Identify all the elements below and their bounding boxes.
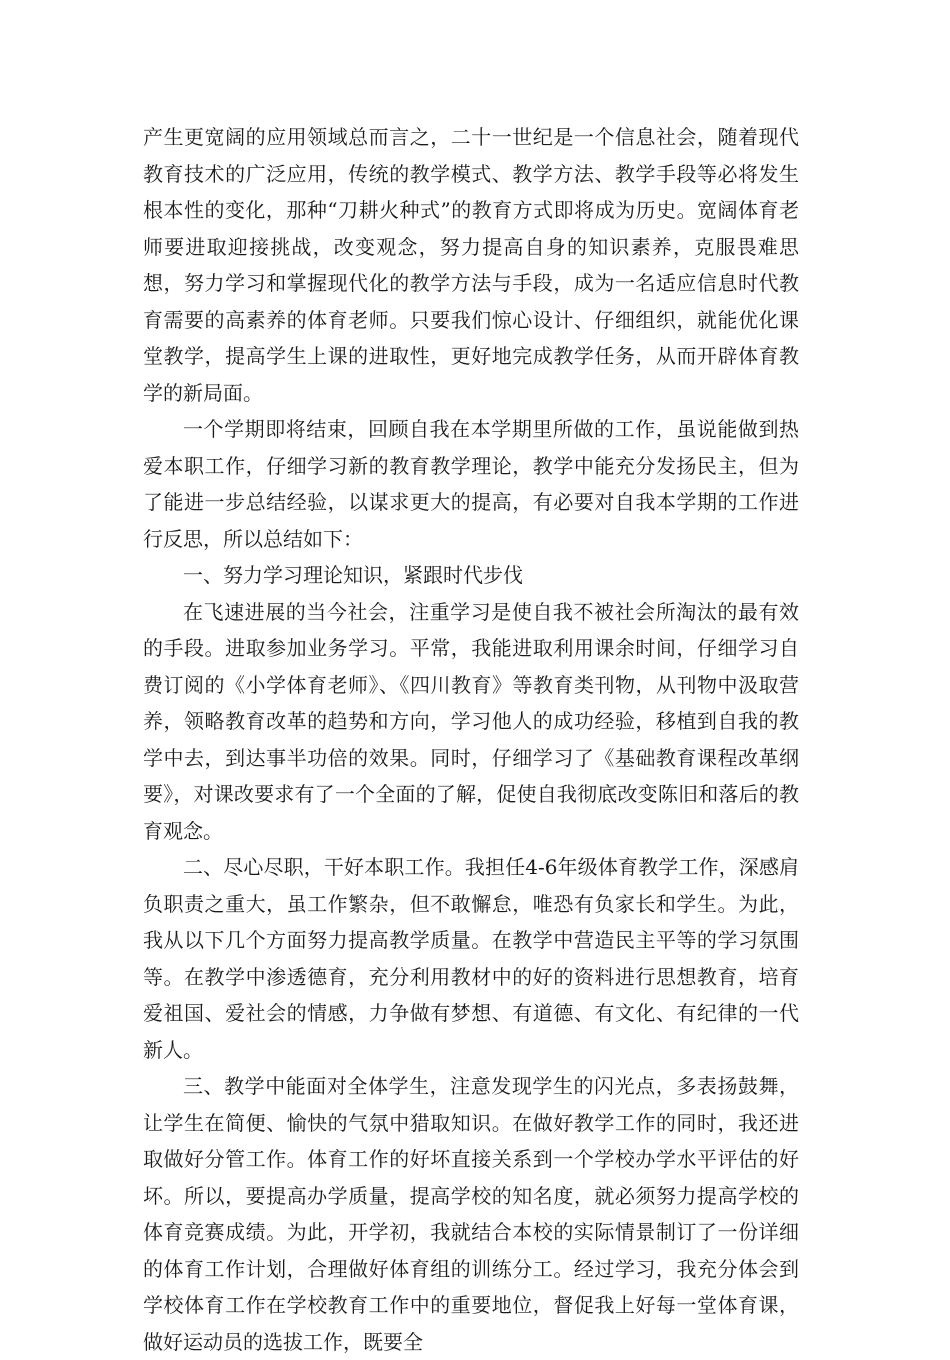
paragraph-all-students: 三、教学中能面对全体学生，注意发现学生的闪光点，多表扬鼓舞，让学生在简便、愉快的气氛中猎取知识。在做好教学工作的同时，我还进取做好分管工作。体育工作的好坏直接关系到一个学校办学水平评估的好坏。所以，要提高办学质量，提高学校的知名度，就必须努力提高学校的体育竞赛成绩。为此，开学初，我就结合本校的实际情景制订了一份详细的体育工作计划，合理做好体育组的训练分工。经过学习，我充分体会到学校体育工作在学校教育工作中的重要地位，督促我上好每一堂体育课，做好运动员的选拔工作，既要全 [143, 1074, 799, 1354]
paragraph-theory-study: 在飞速进展的当今社会，注重学习是使自我不被社会所淘汰的最有效的手段。进取参加业务学习。平常，我能进取利用课余时间，仔细学习自费订阅的《小学体育老师》、《四川教育》等教育类刊物，从刊物中汲取营养，领略教育改革的趋势和方向，学习他人的成功经验，移植到自我的教学中去，到达事半功倍的效果。同时，仔细学习了《基础教育课程改革纲要》，对课改要求有了一个全面的了解，促使自我彻底改变陈旧和落后的教育观念。 [143, 599, 799, 843]
paragraph-semester-review: 一个学期即将结束，回顾自我在本学期里所做的工作，虽说能做到热爱本职工作，仔细学习新的教育教学理论，教学中能充分发扬民主，但为了能进一步总结经验，以谋求更大的提高，有必要对自我本学期的工作进行反思，所以总结如下： [143, 417, 799, 551]
paragraph-intro-continuation: 产生更宽阔的应用领域总而言之，二十一世纪是一个信息社会，随着现代教育技术的广泛应用，传统的教学模式、教学方法、教学手段等必将发生根本性的变化，那种“刀耕火种式”的教育方式即将成为历史。宽阔体育老师要进取迎接挑战，改变观念，努力提高自身的知识素养，克服畏难思想，努力学习和掌握现代化的教学方法与手段，成为一名适应信息时代教育需要的高素养的体育老师。只要我们惊心设计、仔细组织，就能优化课堂教学，提高学生上课的进取性，更好地完成教学任务，从而开辟体育教学的新局面。 [143, 125, 799, 405]
document-body [143, 119, 799, 1360]
section-heading-theory-study: 一、努力学习理论知识，紧跟时代步伐 [183, 563, 523, 587]
paragraph-duty-work: 二、尽心尽职，干好本职工作。我担任4-6年级体育教学工作，深感肩负职责之重大，虽工作繁杂，但不敢懈怠，唯恐有负家长和学生。为此，我从以下几个方面努力提高教学质量。在教学中营造民主平等的学习氛围等。在教学中渗透德育，充分利用教材中的好的资料进行思想教育，培育爱祖国、爱社会的情感，力争做有梦想、有道德、有文化、有纪律的一代新人。 [143, 855, 799, 1062]
